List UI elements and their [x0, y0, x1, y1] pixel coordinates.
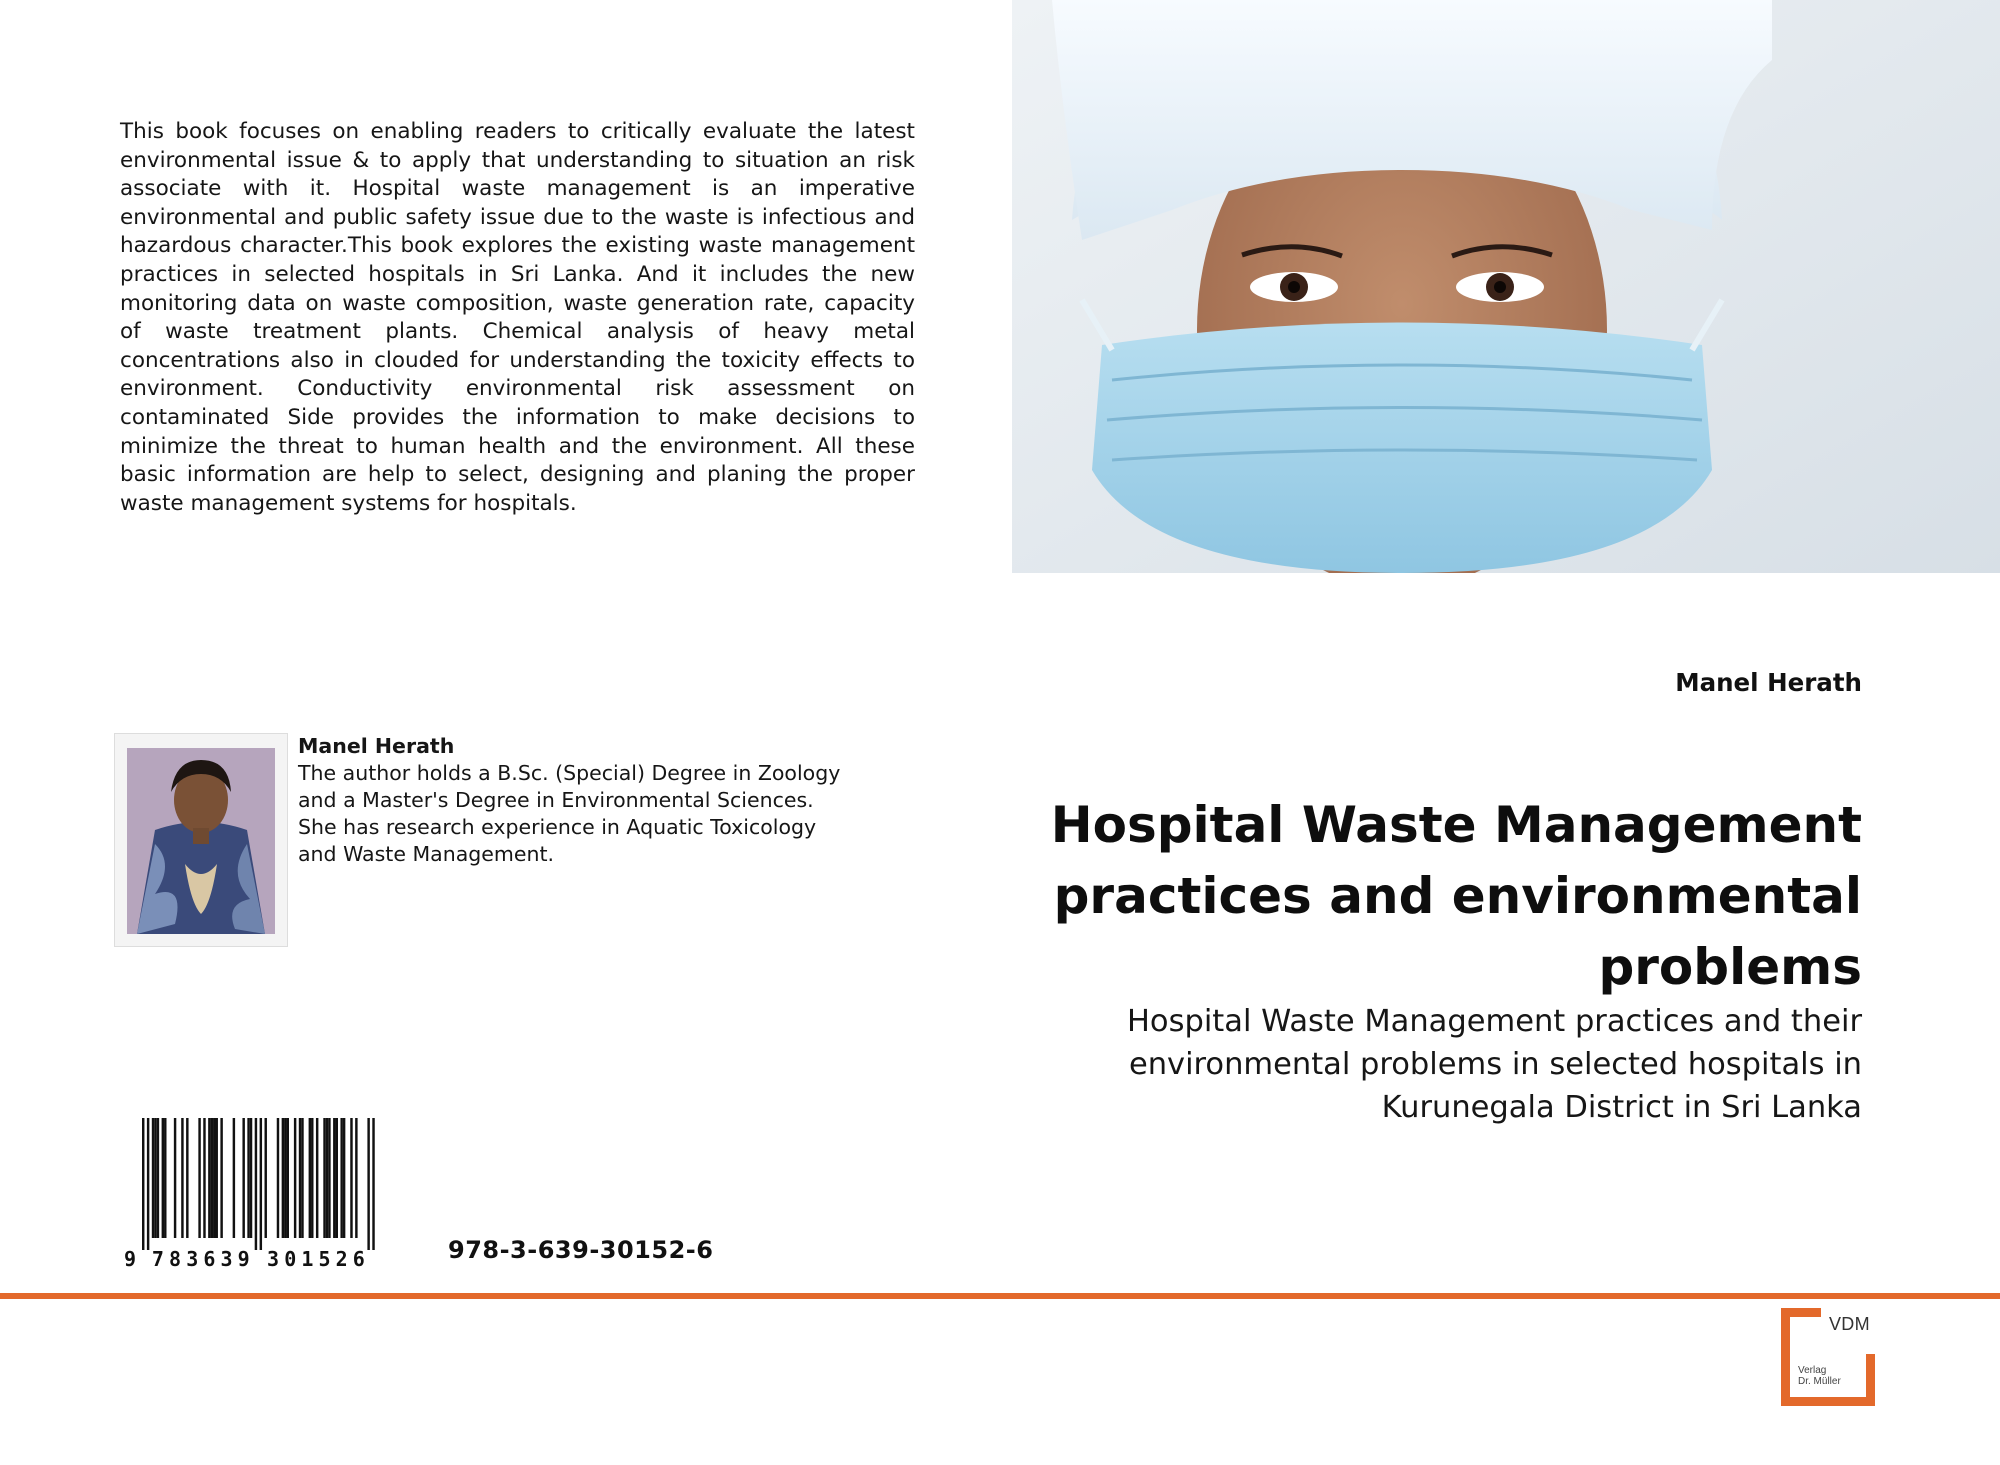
barcode-bar — [328, 1118, 330, 1238]
barcode-bar — [355, 1118, 357, 1238]
barcode-bar — [333, 1118, 335, 1238]
barcode-bar — [162, 1118, 164, 1238]
barcode-bar — [181, 1118, 183, 1238]
barcode-bar — [284, 1118, 286, 1238]
barcode-bar — [152, 1118, 154, 1238]
isbn-barcode — [118, 1114, 718, 1274]
barcode-bar — [260, 1118, 262, 1250]
barcode-bar — [323, 1118, 325, 1238]
barcode-bar — [211, 1118, 213, 1238]
barcode-digit: 1 — [301, 1247, 314, 1271]
barcode-bar — [154, 1118, 156, 1238]
barcode-bar — [157, 1118, 159, 1238]
author-name-back: Manel Herath — [298, 734, 455, 758]
orange-divider-rule — [0, 1293, 2000, 1299]
barcode-bar — [147, 1118, 149, 1250]
barcode-bar — [336, 1118, 338, 1238]
barcode-bar — [326, 1118, 328, 1238]
back-cover-blurb: This book focuses on enabling readers to critically evaluate the latest environmental issue & to apply that understanding to situation an risk associate with it. Hospital waste management is an imperative environmental and public safety issue due to the waste is infectious and hazardous character.This book explores the existing waste management practices in selected hospitals in Sri Lanka. And it includes the new monitoring data on waste composition, waste generation rate, capacity of waste treatment plants. Chemical analysis of heavy metal concentrations also in clouded for understanding the toxicity effects to environment. Conductivity environmental risk assessment on contaminated Side provides the information to make decisions to minimize the threat to human health and the environment. All these basic information are help to select, designing and planing the proper waste management systems for hospitals. — [120, 119, 915, 516]
barcode-digit: 9 — [237, 1247, 250, 1271]
barcode-bar — [164, 1118, 166, 1238]
isbn-number: 978-3-639-30152-6 — [448, 1236, 714, 1264]
author-portrait-image — [115, 734, 287, 946]
barcode-bar — [186, 1118, 188, 1238]
barcode-digit: 6 — [352, 1247, 365, 1271]
logo-mueller-text: Dr. Müller — [1798, 1376, 1841, 1387]
barcode-bar — [233, 1118, 235, 1238]
barcode-bar — [142, 1118, 144, 1250]
barcode-digit: 2 — [335, 1247, 348, 1271]
barcode-graphic — [118, 1114, 418, 1274]
author-bio: The author holds a B.Sc. (Special) Degree in Zoology and a Master's Degree in Environmental Sciences. She has research experience in Aquatic Toxicology and Waste Management. — [298, 761, 841, 866]
barcode-bar — [301, 1118, 303, 1238]
barcode-bar — [340, 1118, 342, 1238]
barcode-bar — [311, 1118, 313, 1238]
barcode-bar — [250, 1118, 252, 1238]
barcode-bar — [247, 1118, 249, 1238]
barcode-bar — [316, 1118, 318, 1238]
barcode-bar — [350, 1118, 352, 1238]
barcode-bar — [282, 1118, 284, 1238]
author-text — [298, 733, 858, 868]
barcode-bar — [265, 1118, 267, 1238]
barcode-digit: 0 — [284, 1247, 297, 1271]
barcode-bar — [220, 1118, 222, 1238]
masked-nurse-photo — [1012, 0, 2000, 573]
author-photo — [114, 733, 288, 947]
author-block — [114, 733, 874, 953]
barcode-bar — [287, 1118, 289, 1238]
back-cover — [0, 0, 1000, 1290]
barcode-bar — [372, 1118, 374, 1250]
barcode-digit: 7 — [151, 1247, 164, 1271]
barcode-digit: 6 — [203, 1247, 216, 1271]
barcode-bar — [198, 1118, 200, 1238]
front-cover — [1012, 0, 2000, 1290]
barcode-digit: 3 — [220, 1247, 233, 1271]
barcode-digit: 3 — [267, 1247, 280, 1271]
logo-vdm-text: VDM — [1829, 1314, 1870, 1334]
book-title: Hospital Waste Management practices and environmental problems — [1050, 796, 1862, 996]
publisher-logo — [1781, 1308, 1875, 1406]
barcode-bar — [299, 1118, 301, 1238]
author-name-front: Manel Herath — [1675, 668, 1862, 697]
barcode-bar — [255, 1118, 257, 1250]
barcode-bar — [367, 1118, 369, 1250]
cover-photo — [1012, 0, 2000, 573]
barcode-bar — [343, 1118, 345, 1238]
barcode-bar — [203, 1118, 205, 1238]
barcode-bar — [242, 1118, 244, 1238]
barcode-digit: 9 — [123, 1247, 137, 1271]
barcode-bar — [216, 1118, 218, 1238]
barcode-bar — [277, 1118, 279, 1238]
barcode-digit: 5 — [318, 1247, 331, 1271]
barcode-bar — [174, 1118, 176, 1238]
logo-verlag-text: Verlag — [1798, 1365, 1827, 1376]
book-subtitle: Hospital Waste Management practices and their environmental problems in selected hospitals in Kurunegala District in Sri Lanka — [1126, 1004, 1862, 1125]
barcode-digit: 3 — [186, 1247, 199, 1271]
barcode-bar — [208, 1118, 210, 1238]
barcode-bar — [309, 1118, 311, 1238]
barcode-bar — [294, 1118, 296, 1238]
barcode-digit: 8 — [169, 1247, 182, 1271]
barcode-bar — [213, 1118, 215, 1238]
